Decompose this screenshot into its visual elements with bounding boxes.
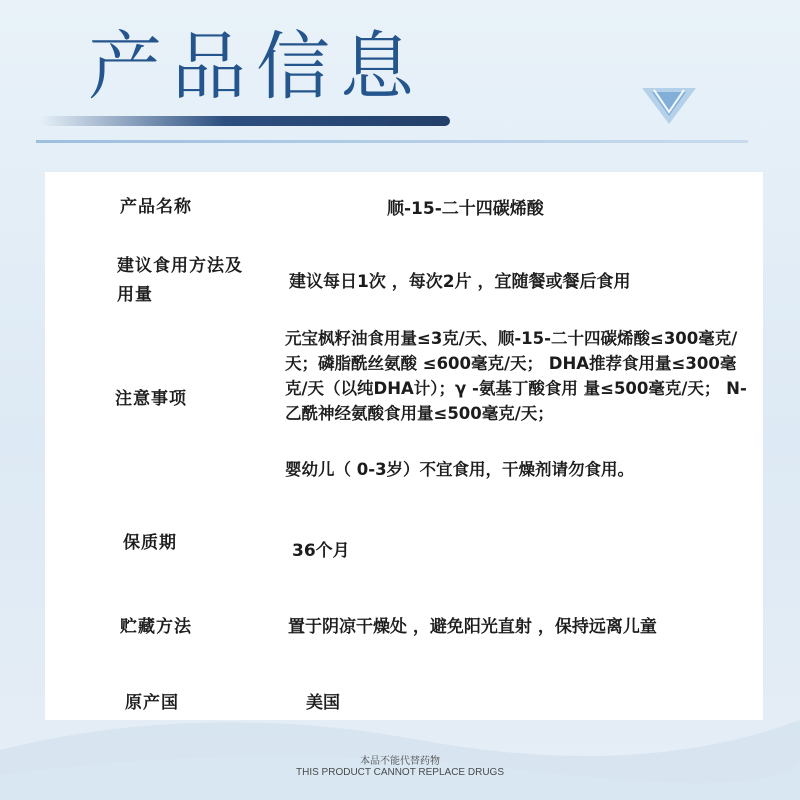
label-usage: 建议食用方法及用量: [117, 256, 243, 305]
label-storage: 贮藏方法: [120, 617, 192, 637]
label-notes: 注意事项: [115, 389, 187, 409]
label-origin: 原产国: [125, 693, 179, 713]
value-notes: 元宝枫籽油食用量≤3克/天、顺-15-二十四碳烯酸≤300毫克/天；磷脂酰丝氨酸 ≤600毫克/天； DHA推荐食用量≤300毫克/天（以纯DHA计）；γ -氨基丁酸食用 量≤500毫克/天； N-乙酰神经氨酸食用量≤500毫克/天；: [285, 329, 747, 423]
title-underline-bar: [40, 116, 450, 126]
value-usage: 建议每日1次 ，每次2片 ，宜随餐或餐后食用: [289, 272, 631, 292]
disclaimer-en: THIS PRODUCT CANNOT REPLACE DRUGS: [296, 767, 504, 778]
product-info-card: [45, 172, 763, 720]
divider-line: [36, 140, 748, 143]
label-shelf-life: 保质期: [123, 533, 177, 553]
value-storage: 置于阴凉干燥处 ，避免阳光直射 ，保持远离儿童: [288, 617, 657, 637]
value-origin: 美国: [306, 693, 340, 713]
disclaimer-cn: 本品不能代替药物: [360, 756, 440, 767]
value-shelf-life: 36个月: [292, 541, 350, 561]
value-notes-warning: 婴幼儿（ 0-3岁）不宜食用，干燥剂请勿食用。: [285, 460, 635, 479]
label-product-name: 产品名称: [120, 197, 192, 217]
triangle-chevron-icon: [640, 86, 698, 126]
page-title: 产品信息: [88, 24, 424, 110]
value-product-name: 顺-15-二十四碳烯酸: [387, 199, 544, 219]
